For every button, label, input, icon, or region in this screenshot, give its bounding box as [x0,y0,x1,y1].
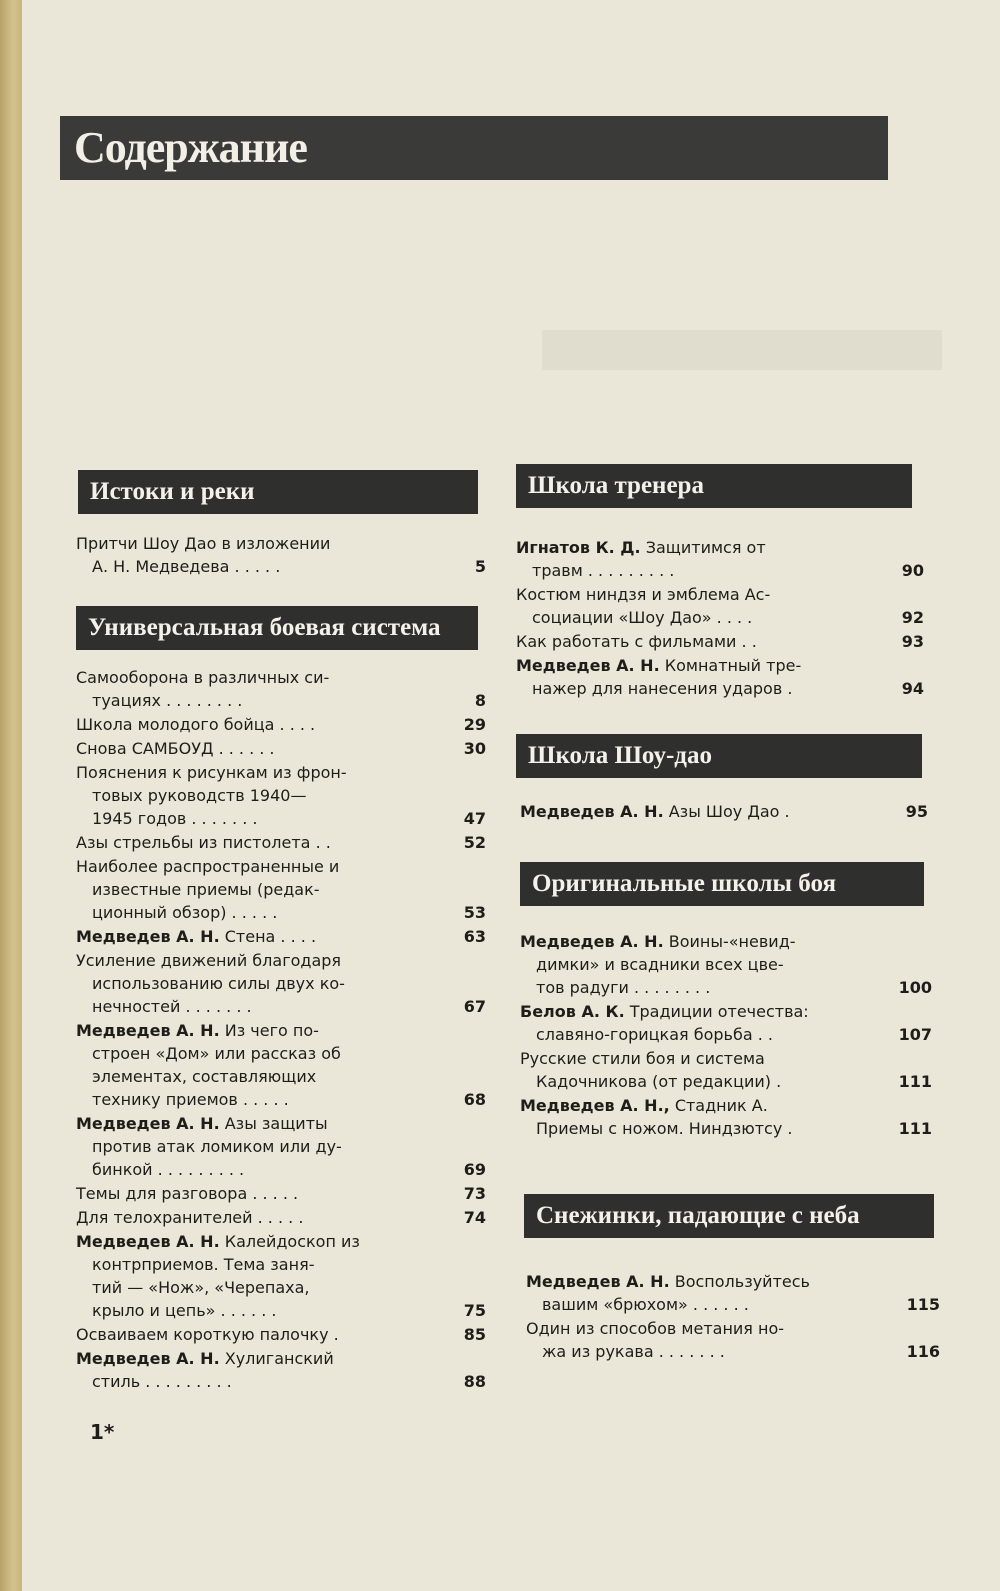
toc-entry-author: Медведев А. Н. [520,802,664,821]
section-heading-universal-system: Универсальная боевая система [76,606,478,650]
toc-entry-line [76,689,436,712]
toc-entry-line [76,925,436,948]
section-heading-shou-dao-school: Школа Шоу-дао [516,734,922,778]
toc-page-number: 52 [463,833,486,852]
toc-entry-line [76,1019,436,1042]
toc-page-number: 90 [901,561,924,580]
toc-entry-author: Медведев А. Н. [520,932,664,951]
toc-entry-author: Игнатов К. Д. [516,538,641,557]
toc-entry [76,1323,486,1346]
toc-entry-line [76,831,436,854]
toc-entry-line-text: Калейдоскоп из [224,1232,360,1251]
toc-entry [526,1270,940,1316]
toc-entry-line-text: Азы стрельбы из пистолета . . [76,833,331,852]
toc-entry-author: Медведев А. Н. [526,1272,670,1291]
toc-entry-author: Медведев А. Н. [76,1021,220,1040]
toc-entry-line-text: А. Н. Медведева . . . . . [92,557,281,576]
toc-entry-line-text: жа из рукава . . . . . . . [542,1342,725,1361]
toc-entry-line [76,1253,436,1276]
toc-entry-line [76,855,436,878]
toc-entry-line [76,1323,436,1346]
page-title: Содержание [60,116,888,180]
toc-entry-line-text: Защитимся от [645,538,766,557]
toc-entry-text [76,1347,444,1393]
toc-entry-text [520,800,886,823]
section-heading-trainer-school: Школа тренера [516,464,912,508]
toc-entry [516,583,924,629]
toc-entry-line [76,761,436,784]
toc-entry-line-text: Притчи Шоу Дао в изложении [76,534,331,553]
toc-entry-line [76,532,436,555]
toc-entry-text [76,737,444,760]
toc-entry-text [76,925,444,948]
toc-entry-text [516,630,882,653]
toc-entry-line [76,1347,436,1370]
toc-entry [520,930,932,999]
toc-page-number: 73 [463,1184,486,1203]
toc-entry-text [516,654,882,700]
section-heading-original-schools: Оригинальные школы боя [520,862,924,906]
toc-entry-line-text: травм . . . . . . . . . [532,561,675,580]
section-heading-snowflakes: Снежинки, падающие с неба [524,1194,934,1238]
toc-entry-line [76,1182,436,1205]
toc-entry-text [76,1230,444,1322]
toc-entry [76,713,486,736]
toc-entry [76,1347,486,1393]
toc-entry-line [76,1135,436,1158]
toc-page-number: 67 [463,997,486,1016]
toc-entry-line-text: Снова САМБОУД . . . . . . [76,739,275,758]
toc-page-number: 92 [901,608,924,627]
toc-entry-line [76,901,436,924]
toc-entry-line [76,1370,436,1393]
toc-entry [76,1019,486,1111]
toc-entry-line [76,878,436,901]
toc-entry-line [76,737,436,760]
toc-entry [520,1000,932,1046]
toc-page-number: 75 [463,1301,486,1320]
toc-page-number: 68 [463,1090,486,1109]
toc-entry-line-text: нажер для нанесения ударов . [532,679,793,698]
toc-entry [76,666,486,712]
toc-entry-text [76,949,444,1018]
toc-entry-line [520,976,882,999]
toc-entry-line [76,1276,436,1299]
toc-entry [76,737,486,760]
toc-entry-line [76,1042,436,1065]
toc-page-number: 53 [463,903,486,922]
toc-entry-line-text: стиль . . . . . . . . . [92,1372,232,1391]
toc-entry-line-text: Из чего по- [224,1021,319,1040]
toc-entry [516,536,924,582]
toc-entry [76,1206,486,1229]
toc-entry-line-text: димки» и всадники всех цве- [536,955,784,974]
toc-entry-line-text: Стадник А. [674,1096,768,1115]
toc-page-number: 111 [898,1072,932,1091]
toc-entry-line [520,1117,882,1140]
section-entries [520,930,932,1141]
toc-entry-line-text: Пояснения к рисункам из фрон- [76,763,347,782]
toc-entry-line-text: Как работать с фильмами . . [516,632,757,651]
toc-entry-text [76,713,444,736]
toc-entry-line [516,559,874,582]
toc-entry-text [76,1323,444,1346]
toc-entry-line-text: вашим «брюхом» . . . . . . [542,1295,749,1314]
toc-entry [516,654,924,700]
toc-entry [76,532,486,578]
toc-page-number: 116 [906,1342,940,1361]
toc-entry-text [516,536,882,582]
toc-entry-text [526,1317,898,1363]
toc-entry-line-text: Один из способов метания но- [526,1319,785,1338]
toc-page-number: 95 [905,802,928,821]
toc-entry-line [76,784,436,807]
toc-entry-line-text: использованию силы двух ко- [92,974,345,993]
toc-entry-text [76,1182,444,1205]
toc-entry-text [526,1270,898,1316]
toc-page-number: 100 [898,978,932,997]
toc-entry-line-text: Воспользуйтесь [674,1272,810,1291]
toc-entry-line-text: славяно-горицкая борьба . . [536,1025,773,1044]
toc-entry-line [520,930,882,953]
toc-entry-line-text: Хулиганский [224,1349,334,1368]
toc-entry-line-text: Костюм ниндзя и эмблема Ас- [516,585,771,604]
toc-entry-text [520,1000,890,1046]
toc-entry-text [76,761,444,830]
toc-entry [526,1317,940,1363]
toc-entry [516,630,924,653]
toc-entry-line [76,1230,436,1253]
section-entries [76,532,486,579]
toc-entry-line-text: Азы Шоу Дао . [668,802,790,821]
toc-entry-line [516,677,874,700]
toc-page-number: 88 [463,1372,486,1391]
toc-entry-line-text: Школа молодого бойца . . . . [76,715,316,734]
toc-entry-line [526,1317,890,1340]
toc-entry-text [76,532,444,578]
toc-entry-line [520,1023,882,1046]
toc-entry-line-text: крыло и цепь» . . . . . . [92,1301,277,1320]
toc-entry-line-text: против атак ломиком или ду- [92,1137,342,1156]
toc-entry [76,1112,486,1181]
toc-entry-line-text: Осваиваем короткую палочку . [76,1325,339,1344]
page-folio: 1* [90,1420,115,1444]
toc-entry-author: Медведев А. Н. [76,1349,220,1368]
toc-page-number: 74 [463,1208,486,1227]
toc-entry-line [76,972,436,995]
book-spine [0,0,22,1591]
toc-entry [76,1182,486,1205]
toc-entry [76,831,486,854]
toc-entry-line [520,800,878,823]
toc-entry-text [76,1206,444,1229]
toc-entry-line-text: Воины-«невид- [668,932,796,951]
toc-page-number: 8 [474,691,486,710]
section-entries [526,1270,940,1364]
toc-entry-line [520,1070,882,1093]
toc-entry-line [76,995,436,1018]
toc-entry-author: Медведев А. Н. [76,927,220,946]
section-entries [76,666,486,1394]
toc-entry-text [516,583,882,629]
toc-entry-line-text: Самооборона в различных си- [76,668,330,687]
toc-entry-line-text: Комнатный тре- [664,656,802,675]
toc-entry [76,925,486,948]
toc-entry-line-text: контрприемов. Тема заня- [92,1255,315,1274]
toc-entry [76,949,486,1018]
toc-entry-line [516,583,874,606]
toc-page-number: 115 [906,1295,940,1314]
toc-entry-line-text: Кадочникова (от редакции) . [536,1072,782,1091]
toc-page-number: 85 [463,1325,486,1344]
toc-entry-line-text: Приемы с ножом. Ниндзютсу . [536,1119,793,1138]
toc-page-number: 47 [463,809,486,828]
toc-entry-line [76,1206,436,1229]
toc-entry-line [516,536,874,559]
section-heading-sources: Истоки и реки [78,470,478,514]
toc-entry-line-text: Традиции отечества: [629,1002,809,1021]
toc-entry-line [520,1000,882,1023]
toc-entry-line-text: Азы защиты [224,1114,328,1133]
toc-entry-line-text: технику приемов . . . . . [92,1090,289,1109]
section-entries [520,800,928,824]
toc-entry-line [520,1047,882,1070]
toc-entry-line-text: строен «Дом» или рассказ об [92,1044,341,1063]
toc-entry-line [76,555,436,578]
toc-entry [76,855,486,924]
toc-entry [520,1094,932,1140]
toc-entry-line [520,953,882,976]
toc-entry-text [76,1019,444,1111]
toc-entry-line-text: ционный обзор) . . . . . [92,903,278,922]
toc-entry-line-text: известные приемы (редак- [92,880,320,899]
toc-page-number: 111 [898,1119,932,1138]
toc-entry-text [76,666,444,712]
toc-entry-text [520,1047,890,1093]
toc-entry-line [76,1112,436,1135]
toc-entry-line [526,1340,890,1363]
toc-entry-line-text: товых руководств 1940— [92,786,307,805]
toc-page-number: 93 [901,632,924,651]
toc-page-number: 5 [474,557,486,576]
toc-entry-line [526,1270,890,1293]
toc-entry-text [76,831,444,854]
toc-entry-author: Медведев А. Н. [516,656,660,675]
toc-entry-author: Медведев А. Н. [76,1232,220,1251]
toc-entry-author: Белов А. К. [520,1002,625,1021]
toc-entry-line [520,1094,882,1117]
toc-entry-line-text: туациях . . . . . . . . [92,691,243,710]
toc-entry-line-text: бинкой . . . . . . . . . [92,1160,245,1179]
toc-entry [520,1047,932,1093]
toc-entry-line [76,1299,436,1322]
toc-page-number: 69 [463,1160,486,1179]
toc-entry-text [76,855,444,924]
toc-page-number: 29 [463,715,486,734]
toc-entry-line [516,630,874,653]
toc-entry-line-text: Наиболее распространенные и [76,857,340,876]
toc-entry-line [516,606,874,629]
toc-entry-line [516,654,874,677]
toc-entry-line-text: 1945 годов . . . . . . . [92,809,258,828]
toc-entry-line-text: Усиление движений благодаря [76,951,342,970]
toc-entry-line [76,1065,436,1088]
toc-entry-line [76,807,436,830]
toc-entry-line-text: Стена . . . . [224,927,317,946]
toc-entry-line-text: тий — «Нож», «Черепаха, [92,1278,310,1297]
toc-entry-line [76,949,436,972]
toc-entry-text [520,930,890,999]
section-entries [516,536,924,701]
toc-page-number: 30 [463,739,486,758]
toc-entry-line [76,1088,436,1111]
toc-entry-line [76,713,436,736]
toc-entry-line-text: Темы для разговора . . . . . [76,1184,299,1203]
toc-entry-line-text: элементах, составляющих [92,1067,317,1086]
toc-page-number: 63 [463,927,486,946]
toc-entry-author: Медведев А. Н., [520,1096,670,1115]
toc-entry [76,1230,486,1322]
toc-entry-line-text: тов радуги . . . . . . . . [536,978,711,997]
toc-entry-text [520,1094,890,1140]
toc-entry-author: Медведев А. Н. [76,1114,220,1133]
toc-entry-line [526,1293,890,1316]
toc-page-number: 107 [898,1025,932,1044]
toc-page-number: 94 [901,679,924,698]
toc-entry-line-text: нечностей . . . . . . . [92,997,252,1016]
toc-entry-line-text: Русские стили боя и система [520,1049,765,1068]
toc-entry-line-text: Для телохранителей . . . . . [76,1208,304,1227]
toc-entry [76,761,486,830]
bleed-through [542,330,942,370]
toc-entry-text [76,1112,444,1181]
toc-entry-line [76,1158,436,1181]
toc-entry [520,800,928,823]
toc-entry-line [76,666,436,689]
toc-entry-line-text: социации «Шоу Дао» . . . . [532,608,753,627]
